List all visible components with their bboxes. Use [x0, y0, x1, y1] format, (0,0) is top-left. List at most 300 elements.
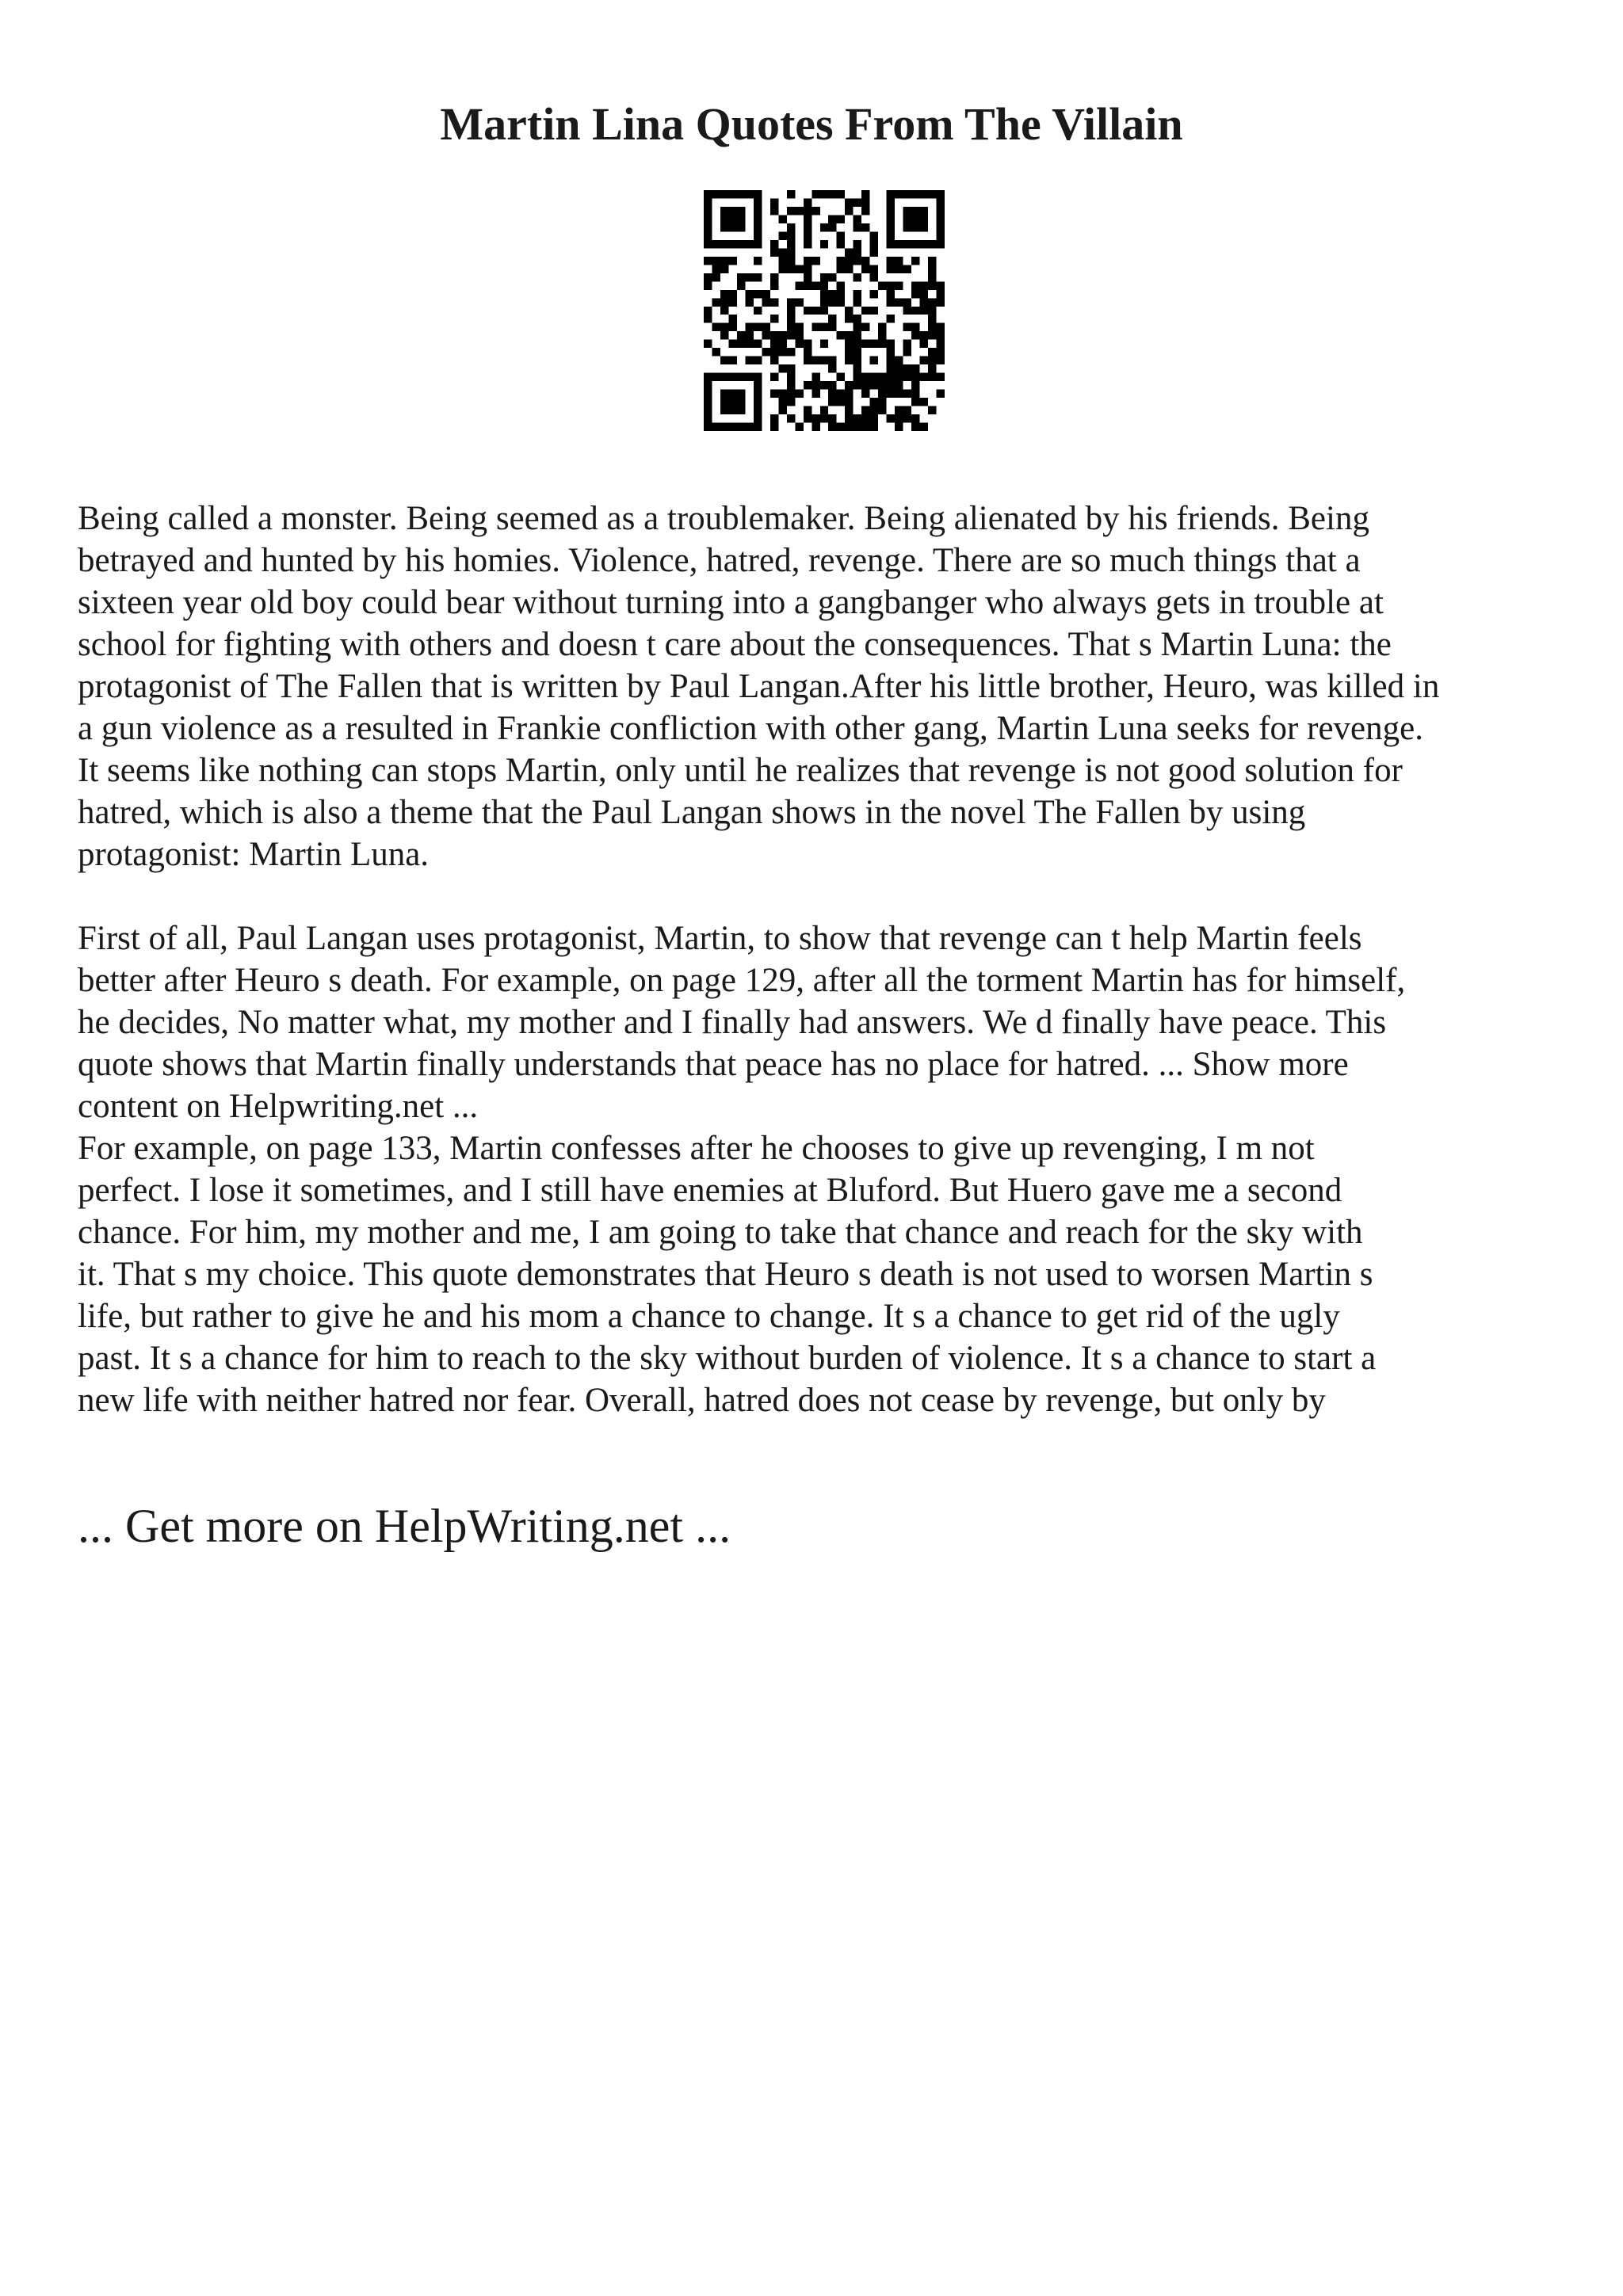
qr-module [754, 223, 762, 231]
qr-module [937, 207, 945, 215]
qr-module [937, 190, 945, 198]
qr-module [928, 240, 936, 248]
qr-module [920, 398, 928, 406]
qr-module [845, 390, 853, 398]
qr-module [745, 273, 753, 281]
qr-module [754, 414, 762, 422]
qr-module [728, 207, 736, 215]
qr-module [903, 190, 911, 198]
qr-module [928, 257, 936, 265]
qr-module [770, 198, 778, 206]
qr-module [854, 323, 861, 331]
qr-module [728, 323, 736, 331]
qr-module [911, 281, 919, 289]
qr-module [895, 373, 903, 381]
qr-module [911, 290, 919, 298]
qr-module [937, 340, 945, 348]
qr-module [903, 373, 911, 381]
qr-module [812, 381, 819, 389]
qr-module [870, 231, 878, 239]
qr-module [787, 240, 795, 248]
qr-module [928, 373, 936, 381]
qr-module [754, 190, 762, 198]
qr-module [911, 423, 919, 431]
get-more-link[interactable]: ... Get more on HelpWriting.net ... [78, 1500, 731, 1552]
page-title: Martin Lina Quotes From The Villain [440, 98, 1183, 150]
qr-module [737, 390, 745, 398]
qr-module [887, 198, 895, 206]
qr-module [828, 290, 836, 298]
qr-module [837, 281, 845, 289]
qr-module [704, 398, 712, 406]
qr-module [770, 423, 778, 431]
qr-module [704, 281, 712, 289]
qr-module [712, 373, 720, 381]
qr-module [820, 281, 828, 289]
qr-module [911, 257, 919, 265]
qr-module [704, 257, 712, 265]
qr-module [787, 315, 795, 322]
qr-module [820, 357, 828, 364]
qr-module [778, 390, 786, 398]
qr-module [712, 257, 720, 265]
qr-module [828, 364, 836, 372]
qr-module [704, 423, 712, 431]
qr-module [804, 348, 812, 356]
qr-module [920, 307, 928, 315]
qr-module [895, 190, 903, 198]
qr-module [720, 390, 728, 398]
qr-module [804, 414, 812, 422]
qr-module [828, 414, 836, 422]
qr-module [928, 331, 936, 339]
qr-module [720, 265, 728, 273]
qr-module [704, 223, 712, 231]
qr-module [870, 307, 878, 315]
qr-module [737, 215, 745, 223]
qr-module [737, 281, 745, 289]
qr-module [704, 406, 712, 414]
qr-module [754, 390, 762, 398]
qr-module [878, 340, 886, 348]
qr-module [920, 240, 928, 248]
qr-module [720, 307, 728, 315]
qr-module [745, 240, 753, 248]
qr-module [861, 307, 869, 315]
qr-module [704, 231, 712, 239]
qr-module [837, 423, 845, 431]
qr-module [895, 364, 903, 372]
qr-module [878, 323, 886, 331]
qr-module [720, 323, 728, 331]
qr-module [887, 281, 895, 289]
qr-module [920, 357, 928, 364]
qr-module [778, 215, 786, 223]
qr-module [737, 373, 745, 381]
qr-module [878, 398, 886, 406]
qr-module [804, 307, 812, 315]
qr-module [937, 281, 945, 289]
qr-module [854, 381, 861, 389]
qr-module [861, 223, 869, 231]
qr-module [887, 298, 895, 306]
qr-module [787, 190, 795, 198]
qr-module [937, 298, 945, 306]
qr-module [787, 231, 795, 239]
qr-module [870, 265, 878, 273]
qr-module [895, 390, 903, 398]
qr-module [704, 240, 712, 248]
qr-module [854, 315, 861, 322]
paragraph-gap [78, 875, 1571, 917]
qr-module [704, 390, 712, 398]
qr-module [745, 290, 753, 298]
qr-module [754, 406, 762, 414]
qr-module [903, 323, 911, 331]
qr-module [861, 423, 869, 431]
qr-module [870, 273, 878, 281]
qr-module [712, 423, 720, 431]
qr-module [812, 190, 819, 198]
qr-module [928, 406, 936, 414]
qr-module [787, 331, 795, 339]
qr-module [845, 381, 853, 389]
qr-module [887, 340, 895, 348]
qr-module [787, 207, 795, 215]
qr-module [895, 281, 903, 289]
qr-module [787, 265, 795, 273]
qr-module [928, 265, 936, 273]
qr-module [787, 373, 795, 381]
qr-module [720, 290, 728, 298]
qr-module [762, 323, 769, 331]
qr-module [754, 273, 762, 281]
qr-module [837, 265, 845, 273]
qr-module [812, 414, 819, 422]
qr-module [804, 265, 812, 273]
qr-module [778, 265, 786, 273]
qr-module [762, 290, 769, 298]
qr-module [911, 331, 919, 339]
qr-module [812, 307, 819, 315]
qr-module [787, 398, 795, 406]
qr-module [720, 331, 728, 339]
qr-module [870, 373, 878, 381]
qr-module [720, 373, 728, 381]
qr-module [837, 290, 845, 298]
qr-module [795, 207, 803, 215]
qr-module [903, 223, 911, 231]
qr-module [804, 273, 812, 281]
qr-module [861, 323, 869, 331]
qr-module [903, 240, 911, 248]
qr-module [903, 406, 911, 414]
qr-module [828, 215, 836, 223]
qr-module [754, 381, 762, 389]
qr-module [937, 231, 945, 239]
qr-module [795, 340, 803, 348]
qr-module [728, 190, 736, 198]
qr-module [737, 273, 745, 281]
qr-module [928, 273, 936, 281]
qr-module [754, 207, 762, 215]
qr-module [754, 357, 762, 364]
qr-module [837, 215, 845, 223]
qr-module [770, 348, 778, 356]
qr-module [887, 190, 895, 198]
qr-module [820, 381, 828, 389]
qr-module [787, 348, 795, 356]
qr-module [828, 423, 836, 431]
qr-module [878, 373, 886, 381]
qr-module [854, 348, 861, 356]
qr-module [745, 423, 753, 431]
qr-module [728, 240, 736, 248]
qr-module [770, 357, 778, 364]
qr-module [804, 257, 812, 265]
qr-module [820, 273, 828, 281]
qr-module [812, 281, 819, 289]
qr-module [787, 323, 795, 331]
qr-module [754, 290, 762, 298]
qr-module [795, 281, 803, 289]
qr-module [854, 248, 861, 256]
qr-module [895, 298, 903, 306]
qr-module [937, 348, 945, 356]
qr-module [887, 364, 895, 372]
qr-module [870, 290, 878, 298]
qr-module [720, 207, 728, 215]
qr-module [737, 340, 745, 348]
qr-module [903, 340, 911, 348]
qr-module [804, 207, 812, 215]
qr-module [937, 373, 945, 381]
qr-module [828, 390, 836, 398]
qr-module [895, 414, 903, 422]
article-body [78, 498, 1571, 1421]
qr-module [845, 198, 853, 206]
qr-module [854, 223, 861, 231]
qr-module [770, 273, 778, 281]
qr-module [787, 257, 795, 265]
qr-module [854, 215, 861, 223]
qr-module [887, 207, 895, 215]
qr-module [837, 390, 845, 398]
qr-module [861, 207, 869, 215]
qr-module [728, 315, 736, 322]
qr-module [845, 248, 853, 256]
qr-module [728, 390, 736, 398]
qr-module [845, 307, 853, 315]
qr-module [920, 215, 928, 223]
qr-module [804, 198, 812, 206]
qr-module [820, 340, 828, 348]
qr-module [887, 240, 895, 248]
qr-module [870, 248, 878, 256]
qr-module [870, 381, 878, 389]
qr-module [754, 240, 762, 248]
qr-module [903, 390, 911, 398]
qr-module [903, 364, 911, 372]
qr-module [837, 240, 845, 248]
qr-module [854, 414, 861, 422]
qr-module [704, 381, 712, 389]
qr-module [854, 340, 861, 348]
qr-module [928, 364, 936, 372]
qr-module [770, 248, 778, 256]
qr-module [861, 257, 869, 265]
qr-module [820, 323, 828, 331]
qr-module [837, 257, 845, 265]
qr-module [770, 340, 778, 348]
qr-module [937, 390, 945, 398]
qr-module [737, 207, 745, 215]
qr-module [837, 298, 845, 306]
qr-module [937, 323, 945, 331]
qr-module [745, 357, 753, 364]
qr-module [903, 348, 911, 356]
qr-module [903, 265, 911, 273]
qr-module [854, 198, 861, 206]
qr-module [920, 290, 928, 298]
qr-module [795, 423, 803, 431]
qr-module [845, 357, 853, 364]
qr-module [787, 248, 795, 256]
qr-module [854, 290, 861, 298]
qr-module [712, 348, 720, 356]
qr-module [887, 357, 895, 364]
qr-module [728, 398, 736, 406]
qr-module [903, 414, 911, 422]
qr-module [895, 240, 903, 248]
qr-module [911, 414, 919, 422]
qr-module [795, 390, 803, 398]
qr-module [854, 373, 861, 381]
qr-module [704, 198, 712, 206]
qr-module [820, 240, 828, 248]
qr-module [728, 340, 736, 348]
qr-module [887, 373, 895, 381]
qr-module [812, 323, 819, 331]
qr-module [804, 215, 812, 223]
qr-module [704, 414, 712, 422]
qr-module [737, 398, 745, 406]
qr-module [754, 323, 762, 331]
qr-module [737, 331, 745, 339]
qr-module [870, 406, 878, 414]
qr-code-graphic [704, 190, 945, 431]
qr-module [754, 398, 762, 406]
qr-module [712, 323, 720, 331]
qr-module [720, 215, 728, 223]
qr-module [828, 298, 836, 306]
qr-module [820, 298, 828, 306]
qr-module [903, 207, 911, 215]
qr-module [920, 423, 928, 431]
qr-module [928, 315, 936, 322]
qr-module [878, 390, 886, 398]
qr-module [778, 398, 786, 406]
qr-module [787, 298, 795, 306]
qr-module [870, 240, 878, 248]
qr-module [845, 257, 853, 265]
qr-module [745, 323, 753, 331]
qr-module [745, 373, 753, 381]
qr-module [770, 240, 778, 248]
qr-module [911, 373, 919, 381]
qr-module [878, 281, 886, 289]
qr-module [861, 390, 869, 398]
qr-module [795, 298, 803, 306]
qr-module [928, 190, 936, 198]
qr-module [920, 207, 928, 215]
qr-module [704, 190, 712, 198]
qr-module [837, 398, 845, 406]
qr-module [928, 298, 936, 306]
qr-module [845, 423, 853, 431]
qr-module [887, 215, 895, 223]
qr-module [937, 215, 945, 223]
paragraph-intro: Being called a monster. Being seemed as a troublemaker. Being alienated by his friends. Being betrayed and hunted by his homies. Violence, hatred, revenge. There are so much things that a sixteen year old boy could bear without turning into a gangbanger who always gets in trouble at school for fighting with others and doesn t care about the consequences. That s Martin Luna: the protagonist of The Fallen that is written by Paul Langan.After his little brother, Heuro, was killed in a gun violence as a resulted in Frankie confliction with other gang, Martin Luna seeks for revenge. It seems like nothing can stops Martin, only until he realizes that revenge is not good solution for hatred, which is also a theme that the Paul Langan shows in the novel The Fallen by using protagonist: Martin Luna. [78, 500, 1440, 873]
qr-module [820, 414, 828, 422]
qr-module [828, 323, 836, 331]
qr-module [737, 223, 745, 231]
qr-module [911, 240, 919, 248]
qr-module [778, 340, 786, 348]
qr-module [745, 340, 753, 348]
qr-module [770, 315, 778, 322]
qr-module [754, 231, 762, 239]
qr-module [704, 373, 712, 381]
qr-module [762, 298, 769, 306]
qr-module [745, 298, 753, 306]
qr-module [878, 381, 886, 389]
qr-module [812, 207, 819, 215]
qr-module [737, 190, 745, 198]
qr-module [704, 215, 712, 223]
qr-module [720, 240, 728, 248]
qr-module [704, 307, 712, 315]
qr-module [754, 215, 762, 223]
qr-module [878, 331, 886, 339]
qr-module [778, 331, 786, 339]
qr-module [887, 315, 895, 322]
qr-module [887, 348, 895, 356]
qr-module [887, 381, 895, 389]
qr-module [828, 273, 836, 281]
qr-module [728, 406, 736, 414]
qr-module [812, 390, 819, 398]
qr-module [828, 357, 836, 364]
qr-module [720, 398, 728, 406]
qr-module [787, 223, 795, 231]
qr-module [812, 373, 819, 381]
qr-module [787, 381, 795, 389]
qr-module [778, 248, 786, 256]
qr-module [920, 340, 928, 348]
qr-module [861, 340, 869, 348]
qr-module [820, 307, 828, 315]
qr-module [828, 190, 836, 198]
qr-module [728, 290, 736, 298]
qr-module [712, 298, 720, 306]
qr-module [920, 373, 928, 381]
qr-module [787, 414, 795, 422]
qr-module [870, 423, 878, 431]
qr-module [778, 257, 786, 265]
qr-module [762, 348, 769, 356]
qr-module [928, 307, 936, 315]
